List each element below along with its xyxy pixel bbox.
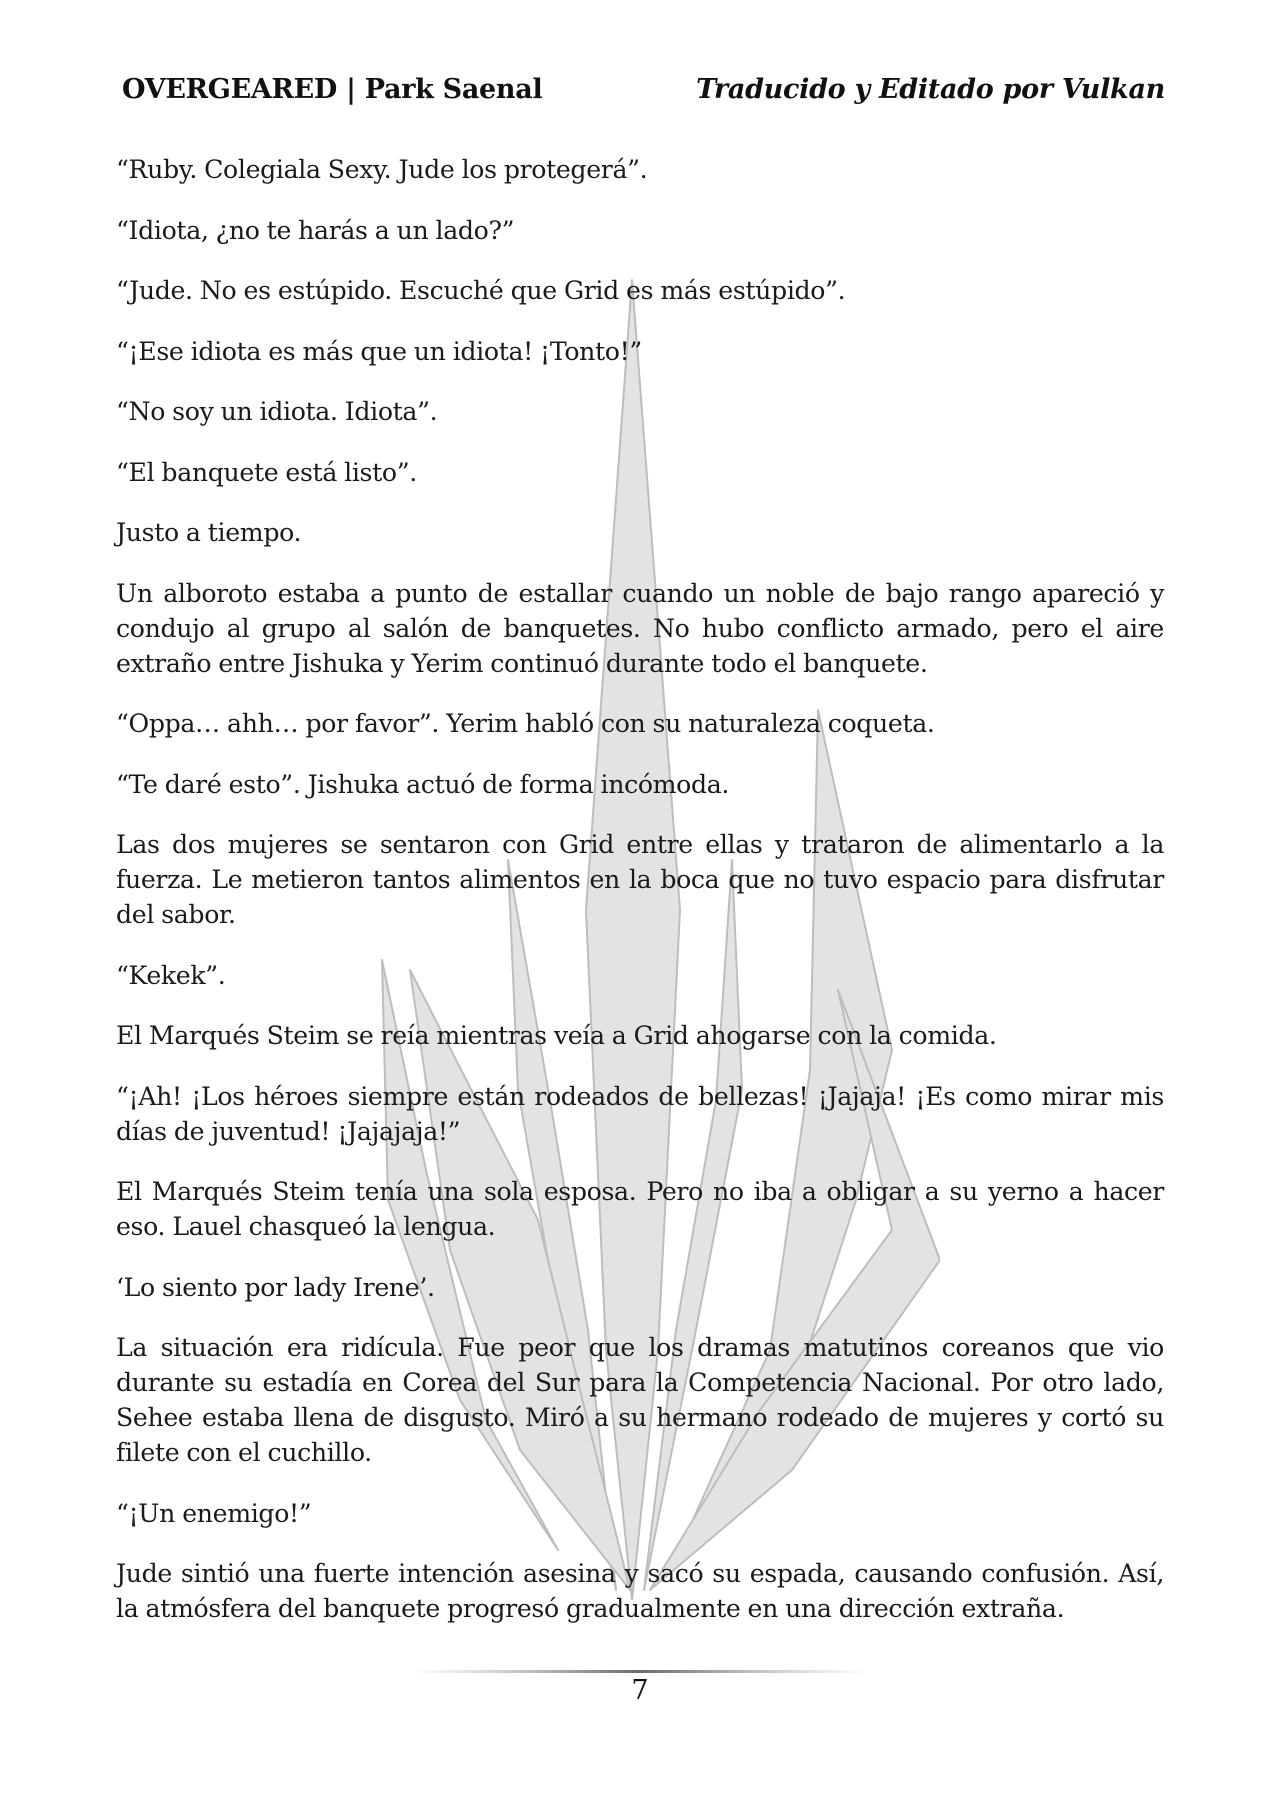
page-number: 7	[631, 1675, 649, 1706]
header-book-title: OVERGEARED | Park Saenal	[122, 74, 543, 105]
paragraph: “El banquete está listo”.	[116, 457, 417, 487]
paragraph: Un alboroto estaba a punto de estallar cuando un noble de bajo rango apareció y condujo al grupo al salón de banquetes. No hubo conflicto armado, pero el aire extraño entre Jishuka y Yerim continuó durante todo el banquete.	[116, 578, 1164, 678]
paragraph: “Kekek”.	[116, 960, 226, 990]
paragraph: “¡Ese idiota es más que un idiota! ¡Tonto!”	[116, 336, 642, 366]
footer-divider	[410, 1670, 870, 1673]
body-text	[116, 152, 1164, 1652]
paragraph: El Marqués Steim tenía una sola esposa. Pero no iba a obligar a su yerno a hacer eso. Lauel chasqueó la lengua.	[116, 1177, 1164, 1241]
paragraph: ‘Lo siento por lady Irene’.	[116, 1272, 435, 1302]
paragraph: El Marqués Steim se reía mientras veía a Grid ahogarse con la comida.	[116, 1021, 997, 1050]
paragraph: La situación era ridícula. Fue peor que los dramas matutinos coreanos que vio durante su estadía en Corea del Sur para la Competencia Nacional. Por otro lado, Sehee estaba llena de disgusto. Miró a su hermano rodeado de mujeres y cortó su filete con el cuchillo.	[116, 1333, 1164, 1467]
paragraph: “Te daré esto”. Jishuka actuó de forma incómoda.	[116, 769, 730, 799]
paragraph: “¡Ah! ¡Los héroes siempre están rodeados de bellezas! ¡Jajaja! ¡Es como mirar mis días de juventud! ¡Jajajaja!”	[116, 1081, 1164, 1146]
paragraph: Las dos mujeres se sentaron con Grid entre ellas y trataron de alimentarlo a la fuerza. Le metieron tantos alimentos en la boca que no tuvo espacio para disfrutar del sabor.	[116, 830, 1164, 929]
paragraph: “Ruby. Colegiala Sexy. Jude los protegerá”.	[116, 155, 648, 184]
paragraph: “Jude. No es estúpido. Escuché que Grid es más estúpido”.	[116, 276, 846, 305]
paragraph: “¡Un enemigo!”	[116, 1498, 312, 1528]
paragraph: “Oppa… ahh… por favor”. Yerim habló con su naturaleza coqueta.	[116, 709, 935, 738]
paragraph: Justo a tiempo.	[116, 518, 302, 547]
paragraph: Jude sintió una fuerte intención asesina y sacó su espada, causando confusión. Así, la atmósfera del banquete progresó gradualmente en una dirección extraña.	[116, 1559, 1164, 1623]
header-credit: Traducido y Editado por Vulkan	[696, 74, 1165, 105]
running-header	[122, 74, 1165, 114]
paragraph: “No soy un idiota. Idiota”.	[116, 397, 438, 426]
paragraph: “Idiota, ¿no te harás a un lado?”	[116, 215, 515, 245]
